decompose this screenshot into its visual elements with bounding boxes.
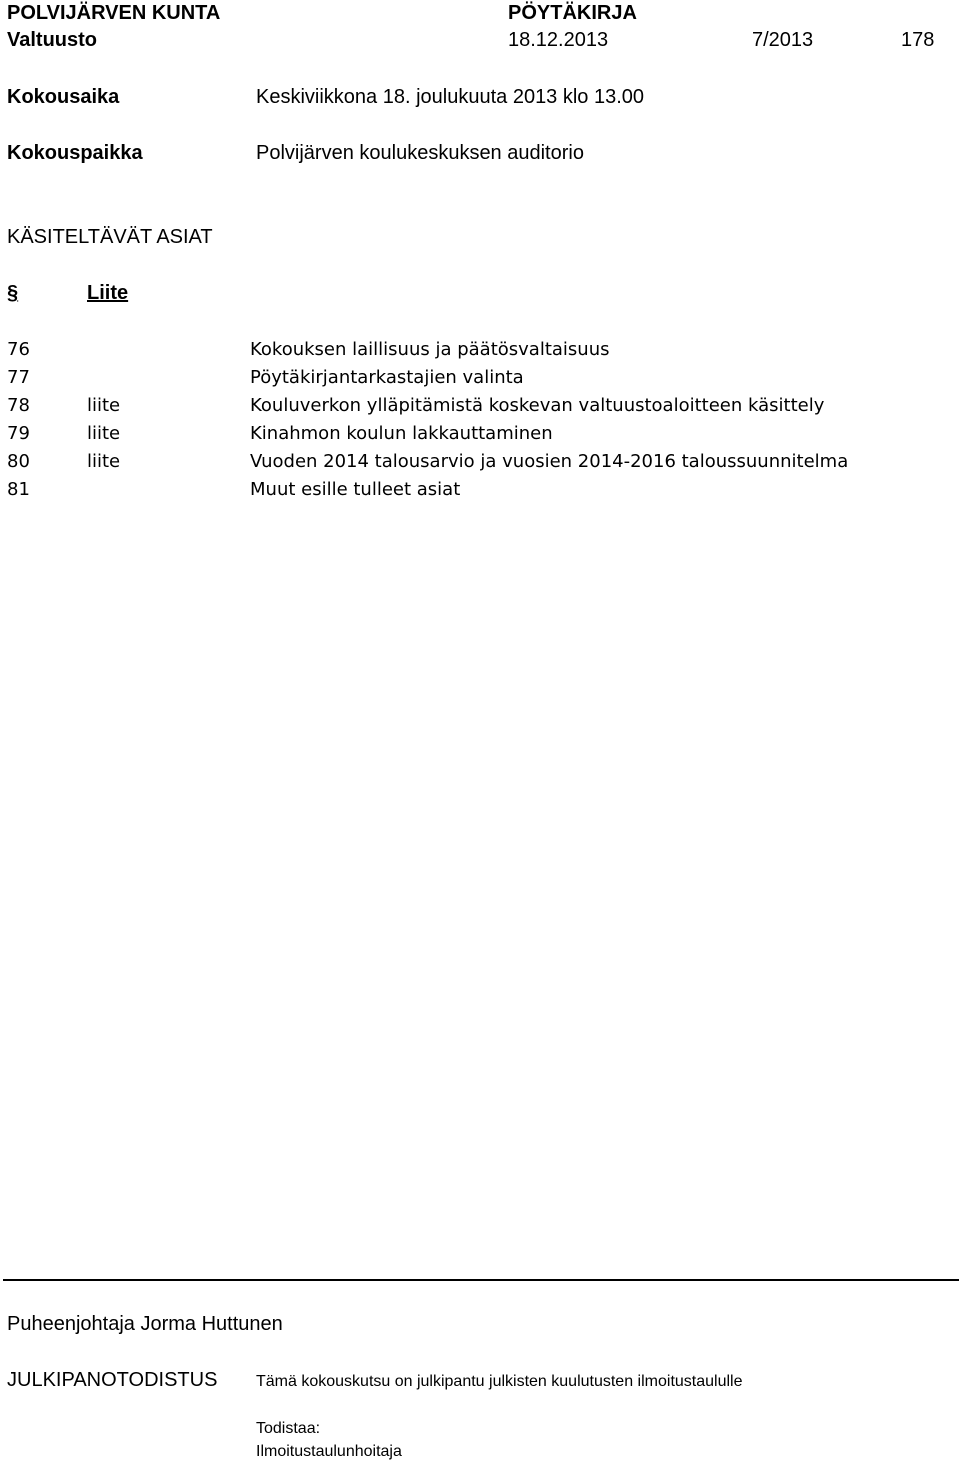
- chairperson: Puheenjohtaja Jorma Huttunen: [7, 1313, 283, 1335]
- attachment-column-header: Liite: [87, 282, 129, 304]
- posting-certificate-text: Tämä kokouskutsu on julkipantu julkisten kuulutusten ilmoitustaululle: [256, 1373, 743, 1390]
- agenda-item-number: 79: [7, 423, 30, 444]
- agenda-item-attachment: liite: [87, 451, 121, 472]
- meeting-place-value: Polvijärven koulukeskuksen auditorio: [256, 142, 584, 164]
- agenda-title: KÄSITELTÄVÄT ASIAT: [7, 226, 213, 248]
- meeting-date: 18.12.2013: [508, 29, 609, 51]
- agenda-item-title: Muut esille tulleet asiat: [250, 479, 461, 500]
- agenda-item-number: 78: [7, 395, 30, 416]
- meeting-place-label: Kokouspaikka: [7, 142, 143, 164]
- agenda-item-number: 77: [7, 367, 30, 388]
- agenda-item-number: 80: [7, 451, 30, 472]
- meeting-time-label: Kokousaika: [7, 86, 120, 108]
- governing-body: Valtuusto: [7, 29, 98, 51]
- certified-label: Todistaa:: [256, 1420, 321, 1437]
- posting-certificate-label: JULKIPANOTODISTUS: [7, 1369, 218, 1391]
- footer-divider: [3, 1279, 959, 1281]
- meeting-time-value: Keskiviikkona 18. joulukuuta 2013 klo 13.00: [256, 86, 645, 108]
- page-number: 178: [901, 29, 935, 51]
- meeting-number: 7/2013: [752, 29, 814, 51]
- agenda-item-title: Kokouksen laillisuus ja päätösvaltaisuus: [250, 339, 610, 360]
- agenda-item-attachment: liite: [87, 395, 121, 416]
- agenda-item-attachment: liite: [87, 423, 121, 444]
- agenda-item-number: 81: [7, 479, 30, 500]
- document-type: PÖYTÄKIRJA: [508, 2, 637, 24]
- organization-name: POLVIJÄRVEN KUNTA: [7, 2, 221, 24]
- agenda-item-title: Kouluverkon ylläpitämistä koskevan valtuustoaloitteen käsittely: [250, 395, 825, 416]
- agenda-item-title: Pöytäkirjantarkastajien valinta: [250, 367, 524, 388]
- section-column-header: §: [7, 282, 19, 304]
- agenda-item-title: Vuoden 2014 talousarvio ja vuosien 2014-2016 taloussuunnitelma: [250, 451, 849, 472]
- agenda-item-number: 76: [7, 339, 30, 360]
- agenda-item-title: Kinahmon koulun lakkauttaminen: [250, 423, 553, 444]
- certifier-title: Ilmoitustaulunhoitaja: [256, 1443, 402, 1460]
